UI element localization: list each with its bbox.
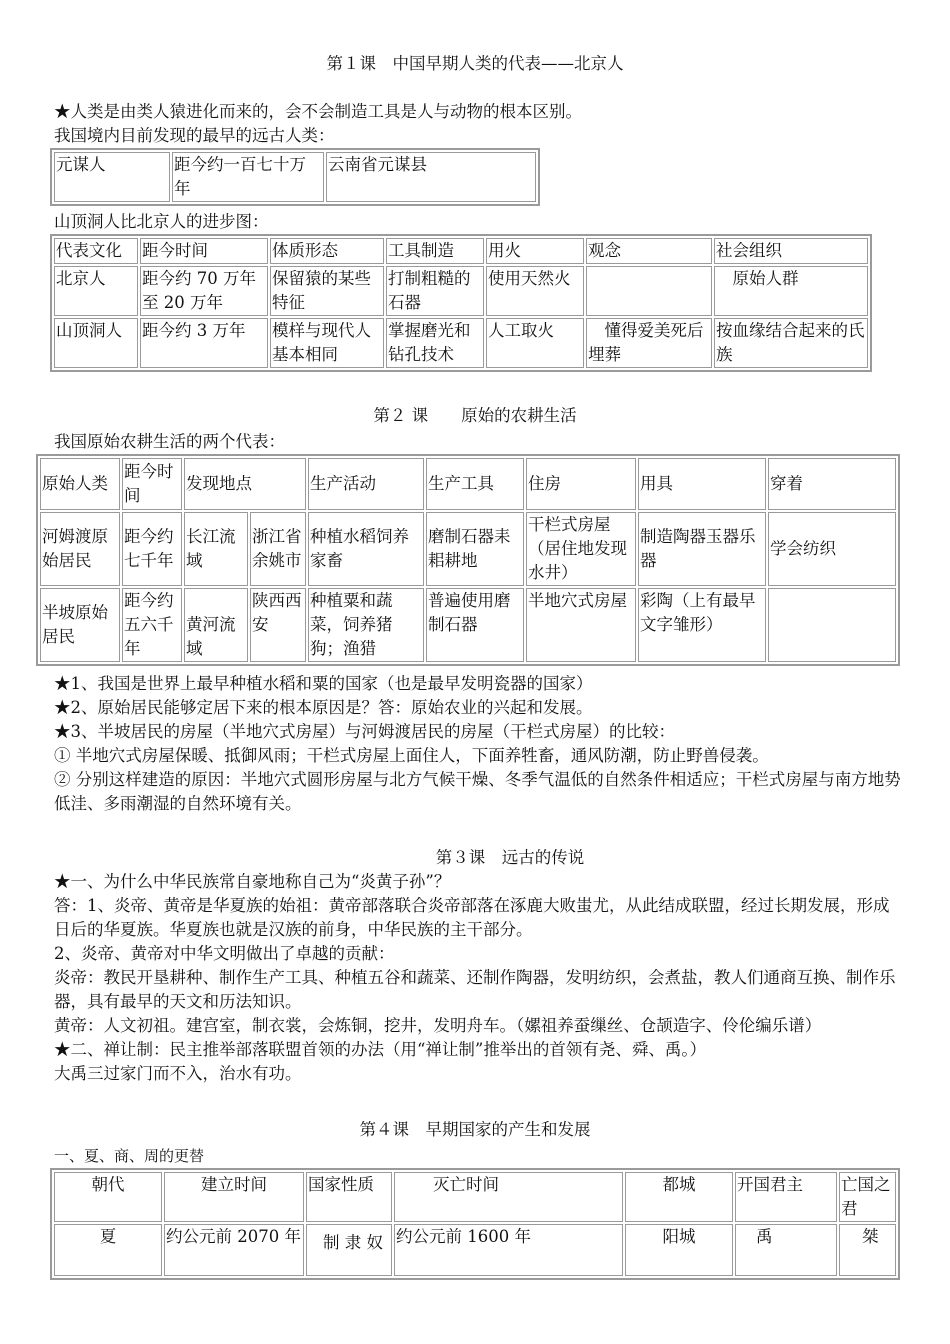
dynasty-table bbox=[50, 1168, 900, 1280]
table-header-cell: 发现地点 bbox=[184, 458, 306, 510]
lesson3-yandi: 炎帝：教民开垦耕种、制作生产工具、种植五谷和蔬菜、还制作陶器，发明纺织，会煮盐，教人们通商互换、制作乐器，具有最早的天文和历法知识。 bbox=[54, 968, 896, 1011]
table-cell: 懂得爱美死后埋葬 bbox=[586, 318, 712, 368]
table-header-cell: 国家性质 bbox=[306, 1172, 392, 1222]
lesson3-answer-2: 2、炎帝、黄帝对中华文明做出了卓越的贡献： bbox=[54, 944, 395, 963]
comparison-table bbox=[50, 234, 872, 372]
table-cell: 学会纺织 bbox=[768, 512, 896, 586]
table-cell: 彩陶（上有最早文字雏形） bbox=[638, 588, 766, 662]
lesson3-q1: ★一、为什么中华民族常自豪地称自己为“炎黄子孙”？ bbox=[54, 872, 451, 891]
table-header-cell: 距今时间 bbox=[140, 238, 268, 264]
lesson1-earliest-intro: 我国境内目前发现的最早的远古人类： bbox=[54, 126, 335, 145]
table-header-cell: 生产工具 bbox=[426, 458, 524, 510]
lesson1-compare-intro: 山顶洞人比北京人的进步图： bbox=[54, 212, 269, 231]
lesson4-title: 第４课 早期国家的产生和发展 bbox=[359, 1120, 591, 1139]
table-cell: 距今约七千年 bbox=[122, 512, 182, 586]
table-header-cell: 朝代 bbox=[54, 1172, 162, 1222]
table-cell: 普遍使用磨制石器 bbox=[426, 588, 524, 662]
table-header-cell: 用具 bbox=[638, 458, 766, 510]
table-cell: 山顶洞人 bbox=[54, 318, 138, 368]
farming-table bbox=[36, 454, 900, 666]
table-header-cell: 用火 bbox=[486, 238, 584, 264]
lesson3-dayu: 大禹三过家门而不入，治水有功。 bbox=[54, 1064, 302, 1083]
table-cell: 制造陶器玉器乐器 bbox=[638, 512, 766, 586]
lesson2-note-2: ★2、原始居民能够定居下来的根本原因是？答：原始农业的兴起和发展。 bbox=[54, 698, 593, 717]
table-cell: 原始人群 bbox=[714, 266, 868, 316]
table-cell: 黄河流域 bbox=[184, 588, 248, 662]
lesson3-answer-1: 答：1、炎帝、黄帝是华夏族的始祖：黄帝部落联合炎帝部落在涿鹿大败蚩尤，从此结成联盟，经过长期发展，形成日后的华夏族。华夏族也就是汉族的前身，中华民族的主干部分。 bbox=[54, 896, 890, 939]
table-header-cell: 体质形态 bbox=[270, 238, 384, 264]
table-row bbox=[54, 1172, 896, 1222]
lesson2-note-3: ★3、半坡居民的房屋（半地穴式房屋）与河姆渡居民的房屋（干栏式房屋）的比较： bbox=[54, 722, 675, 741]
table-header-cell: 开国君主 bbox=[735, 1172, 837, 1222]
table-cell: 陕西西安 bbox=[250, 588, 306, 662]
table-cell: 打制粗糙的石器 bbox=[386, 266, 484, 316]
table-cell: 长江流域 bbox=[184, 512, 248, 586]
table-cell: 人工取火 bbox=[486, 318, 584, 368]
table-header-cell: 工具制造 bbox=[386, 238, 484, 264]
table-cell: 模样与现代人基本相同 bbox=[270, 318, 384, 368]
table-cell: 半地穴式房屋 bbox=[526, 588, 636, 662]
table-row bbox=[40, 458, 896, 510]
table-cell: 制 隶 奴 bbox=[306, 1224, 392, 1276]
table-header-cell: 代表文化 bbox=[54, 238, 138, 264]
table-header-cell: 原始人类 bbox=[40, 458, 120, 510]
table-cell: 磨制石器耒耜耕地 bbox=[426, 512, 524, 586]
table-row bbox=[54, 238, 868, 264]
table-header-cell: 社会组织 bbox=[714, 238, 868, 264]
table-cell: 河姆渡原始居民 bbox=[40, 512, 120, 586]
table-cell: 按血缘结合起来的氏族 bbox=[714, 318, 868, 368]
lesson2-intro: 我国原始农耕生活的两个代表： bbox=[54, 432, 285, 451]
table-cell: 干栏式房屋（居住地发现水井） bbox=[526, 512, 636, 586]
table-cell: 使用天然火 bbox=[486, 266, 584, 316]
table-row bbox=[40, 512, 896, 586]
lesson2-note-1: ★1、我国是世界上最早种植水稻和粟的国家（也是最早发明瓷器的国家） bbox=[54, 674, 593, 693]
table-cell: 禹 bbox=[735, 1224, 837, 1276]
table-cell: 种植粟和蔬菜，饲养猪狗；渔猎 bbox=[308, 588, 424, 662]
lesson1-title: 第１课 中国早期人类的代表——北京人 bbox=[326, 54, 624, 73]
table-cell: 浙江省余姚市 bbox=[250, 512, 306, 586]
table-cell: 阳城 bbox=[625, 1224, 733, 1276]
table-cell: 保留猿的某些特征 bbox=[270, 266, 384, 316]
table-cell: 元谋人 bbox=[54, 152, 170, 202]
lesson2-note-4: ① 半地穴式房屋保暖、抵御风雨；干栏式房屋上面住人，下面养牲畜，通风防潮，防止野兽侵袭。 bbox=[54, 746, 769, 765]
table-row bbox=[54, 1224, 896, 1276]
table-cell: 距今约五六千年 bbox=[122, 588, 182, 662]
table-cell: 约公元前 1600 年 bbox=[394, 1224, 623, 1276]
table-row bbox=[54, 266, 868, 316]
lesson3-title: 第３课 远古的传说 bbox=[435, 848, 585, 867]
lesson1-star-line: ★人类是由类人猿进化而来的，会不会制造工具是人与动物的根本区别。 bbox=[54, 102, 582, 121]
table-header-cell: 建立时间 bbox=[164, 1172, 304, 1222]
lesson3-huangdi: 黄帝：人文初祖。建宫室，制衣裳，会炼铜，挖井，发明舟车。（嫘祖养蚕缫丝、仓颉造字、伶伦编乐谱） bbox=[54, 1016, 822, 1035]
table-cell: 约公元前 2070 年 bbox=[164, 1224, 304, 1276]
table-header-cell: 距今时间 bbox=[122, 458, 182, 510]
table-header-cell: 灭亡时间 bbox=[394, 1172, 623, 1222]
table-header-cell: 生产活动 bbox=[308, 458, 424, 510]
table-cell: 桀 bbox=[839, 1224, 896, 1276]
table-cell bbox=[768, 588, 896, 662]
table-row bbox=[54, 152, 536, 202]
lesson4-section: 一、夏、商、周的更替 bbox=[54, 1147, 205, 1165]
table-row bbox=[54, 318, 868, 368]
earliest-humans-table bbox=[50, 148, 540, 206]
table-cell: 种植水稻饲养家畜 bbox=[308, 512, 424, 586]
table-cell: 距今约 70 万年至 20 万年 bbox=[140, 266, 268, 316]
table-cell: 掌握磨光和钻孔技术 bbox=[386, 318, 484, 368]
lesson2-title: 第２ 课 原始的农耕生活 bbox=[373, 406, 577, 425]
lesson2-note-5: ② 分别这样建造的原因：半地穴式圆形房屋与北方气候干燥、冬季气温低的自然条件相适应；干栏式房屋与南方地势低洼、多雨潮湿的自然环境有关。 bbox=[54, 770, 901, 813]
table-header-cell: 亡国之君 bbox=[839, 1172, 896, 1222]
lesson3-shanrang: ★二、禅让制：民主推举部落联盟首领的办法（用“禅让制”推举出的首领有尧、舜、禹。） bbox=[54, 1040, 707, 1059]
table-cell: 半坡原始居民 bbox=[40, 588, 120, 662]
table-cell: 夏 bbox=[54, 1224, 162, 1276]
table-header-cell: 都城 bbox=[625, 1172, 733, 1222]
table-row bbox=[40, 588, 896, 662]
table-header-cell: 住房 bbox=[526, 458, 636, 510]
table-header-cell: 穿着 bbox=[768, 458, 896, 510]
table-cell: 北京人 bbox=[54, 266, 138, 316]
table-cell bbox=[586, 266, 712, 316]
table-header-cell: 观念 bbox=[586, 238, 712, 264]
table-cell: 云南省元谋县 bbox=[326, 152, 536, 202]
table-cell: 距今约一百七十万年 bbox=[172, 152, 324, 202]
table-cell: 距今约 3 万年 bbox=[140, 318, 268, 368]
